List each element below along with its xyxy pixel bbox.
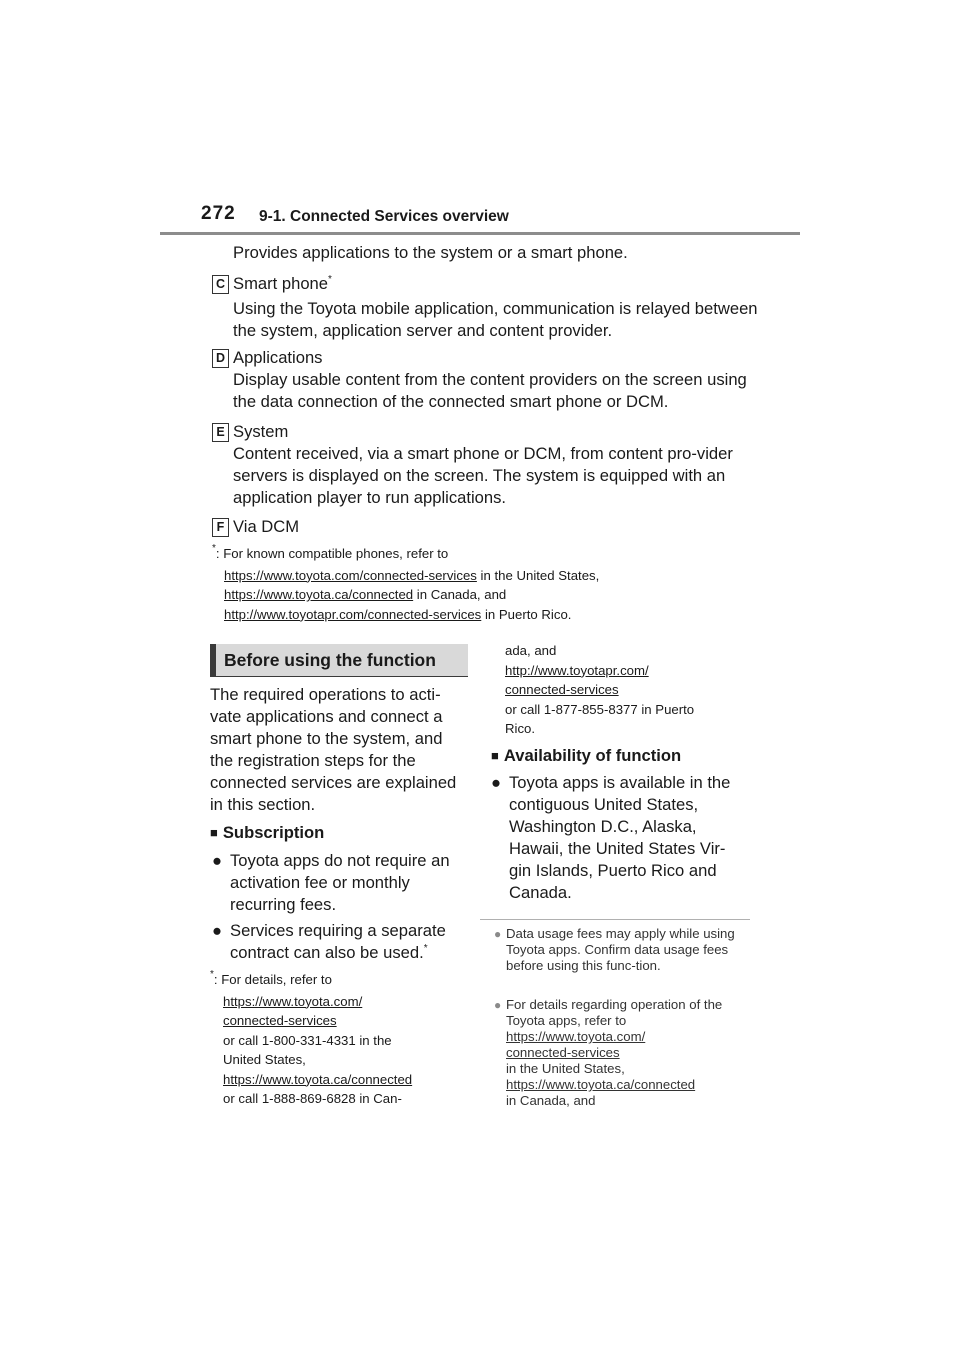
item-c-sup: *: [328, 274, 332, 285]
note-data-usage-text: Data usage fees may apply while using Toyota apps. Confirm data usage fees before using this func-tion.: [506, 926, 735, 973]
heading-underline: [210, 676, 468, 677]
footnote-after1: in the United States,: [476, 567, 600, 583]
note-details-end: in Canada, and: [506, 1093, 596, 1108]
item-d-title: Applications: [233, 348, 323, 367]
page-number: 272: [201, 203, 236, 224]
call-us-b: United States,: [223, 1052, 306, 1067]
subheading-subscription: [210, 822, 324, 845]
bullet-contract-sup: *: [423, 943, 428, 954]
bullet-no-fee: [212, 850, 464, 916]
link-toyota-ca[interactable]: https://www.toyota.ca/connected: [224, 587, 414, 602]
label-e-icon: E: [212, 423, 229, 442]
footnote-intro: : For known compatible phones, refer to: [215, 546, 449, 561]
item-e: [212, 421, 772, 509]
link-toyota-ca-2[interactable]: https://www.toyota.ca/connected: [223, 1071, 413, 1087]
call-pr: or call 1-877-855-8377 in Puerto: [505, 701, 695, 717]
square-bullet-icon: ■: [210, 825, 218, 840]
link-toyota-com-a[interactable]: https://www.toyota.com/: [223, 993, 363, 1009]
call-us: or call 1-800-331-4331 in the: [223, 1032, 392, 1048]
bullet-no-fee-text: Toyota apps do not require an activation fee or monthly recurring fees.: [230, 851, 450, 914]
label-c-icon: C: [212, 275, 229, 294]
heading-before-using: Before using the function: [210, 644, 468, 676]
section-title: 9-1. Connected Services overview: [259, 208, 509, 225]
header-rule: [160, 232, 800, 235]
item-c-title: Smart phone: [233, 274, 329, 293]
item-d-desc: Display usable content from the content providers on the screen using the data connection of the connected smart phone or DCM.: [233, 370, 747, 411]
footnote2-star: *: [210, 969, 214, 980]
link-toyotapr-b[interactable]: connected-services: [505, 682, 619, 697]
bullet-availability-text: Toyota apps is available in the contiguous United States, Washington D.C., Alaska, Hawaii, the United States Vir-gin Islands, Puerto Rico and Canada.: [509, 773, 731, 902]
label-d-icon: D: [212, 349, 229, 368]
link-toyotapr-a[interactable]: http://www.toyotapr.com/: [505, 662, 649, 678]
footnote-compatible-phones: [212, 544, 772, 624]
note-details: [494, 997, 750, 1109]
availability-label: Availability of function: [503, 746, 682, 765]
call-pr-b: Rico.: [505, 721, 536, 736]
item-f-title: Via DCM: [233, 517, 300, 536]
item-e-title: System: [233, 422, 289, 441]
bullet-icon: ●: [212, 851, 223, 870]
note-link-toyota-ca[interactable]: https://www.toyota.ca/connected: [506, 1077, 696, 1092]
note-data-usage: [494, 926, 750, 974]
item-f: [212, 516, 772, 538]
footnote-star: *: [212, 543, 216, 554]
note-rule: [480, 919, 750, 920]
footnote-after2: in Canada, and: [413, 587, 507, 602]
call-ca: or call 1-888-869-6828 in Can-: [223, 1091, 402, 1106]
call-ca-cont: ada, and: [505, 643, 557, 658]
footnote-after3: in Puerto Rico.: [481, 606, 572, 622]
bullet-separate-contract: [212, 920, 464, 967]
note-details-intro: For details regarding operation of the Toyota apps, refer to: [506, 997, 723, 1028]
bullet-availability: [491, 772, 747, 904]
bullet-contract-text: Services requiring a separate contract can also be used.: [230, 921, 446, 962]
item-e-desc: Content received, via a smart phone or DCM, from content pro-vider servers is displayed on the screen. The system is equipped with an application player to run applications.: [233, 444, 733, 507]
note-bullet-icon: ●: [494, 927, 502, 941]
item-c: [212, 273, 772, 342]
bullet-icon: ●: [491, 773, 502, 792]
item-d: [212, 347, 772, 413]
note-link-toyota-com-a[interactable]: https://www.toyota.com/: [506, 1029, 646, 1044]
bullet-icon: ●: [212, 921, 223, 940]
footnote-details: [210, 970, 466, 1109]
note-details-mid: in the United States,: [506, 1061, 625, 1076]
footnote2-intro: : For details, refer to: [213, 972, 332, 987]
subscription-label: Subscription: [222, 823, 325, 842]
link-toyota-com-b[interactable]: connected-services: [223, 1013, 337, 1028]
item-b: [212, 242, 772, 264]
item-b-desc: Provides applications to the system or a smart phone.: [233, 243, 628, 262]
note-link-toyota-com-b[interactable]: connected-services: [506, 1045, 620, 1060]
square-bullet-icon: ■: [491, 748, 499, 763]
link-toyotapr[interactable]: http://www.toyotapr.com/connected-services: [224, 606, 482, 622]
link-toyota-com[interactable]: https://www.toyota.com/connected-services: [224, 567, 477, 583]
item-c-desc: Using the Toyota mobile application, communication is relayed between the system, application server and content provider.: [233, 299, 758, 340]
intro-paragraph: The required operations to acti-vate applications and connect a smart phone to the system, and the registration steps for the connected services are explained in this section.: [210, 685, 457, 814]
subheading-availability: [491, 745, 681, 768]
footnote-details-cont: [505, 641, 755, 739]
label-f-icon: F: [212, 518, 229, 537]
note-bullet-icon: ●: [494, 998, 502, 1012]
